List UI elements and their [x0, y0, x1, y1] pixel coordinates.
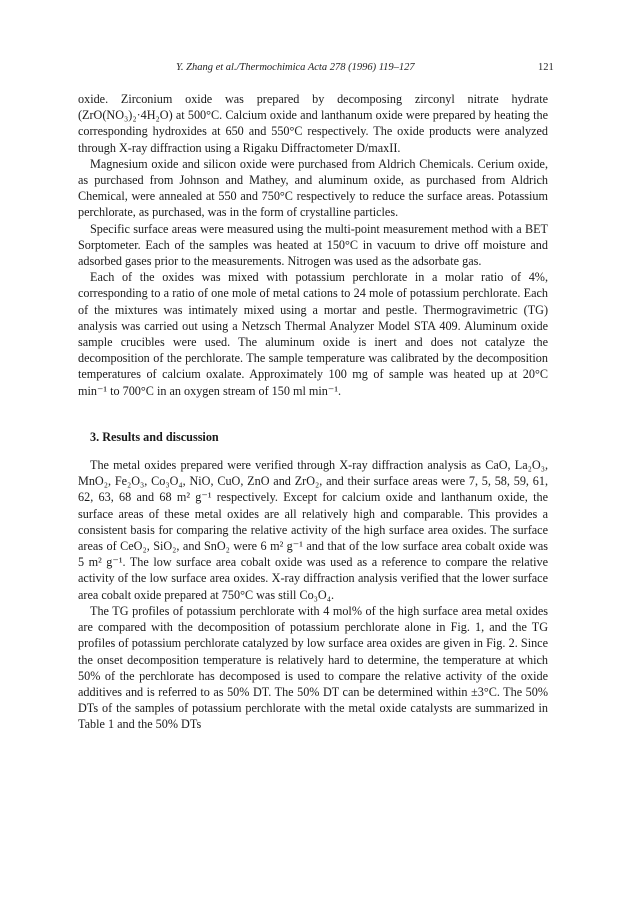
article-body — [78, 91, 548, 733]
paragraph: Each of the oxides was mixed with potassium perchlorate in a molar ratio of 4%, corresponding to a ratio of one mole of metal cations to 24 mole of potassium perchlorate. Each of the mixtures was intimately mixed using a mortar and pestle. Thermogravimetric (TG) analysis was carried out using a Netzsch Thermal Analyzer Model STA 409. Aluminum oxide sample crucibles were used. The aluminum oxide is inert and does not catalyze the decomposition of the perchlorate. The sample temperature was calibrated by the decomposition temperatures of calcium oxalate. Approximately 100 mg of sample was heated up at 20°C min⁻¹ to 700°C in an oxygen stream of 150 ml min⁻¹. — [78, 270, 548, 398]
journal-citation: Y. Zhang et al./Thermochimica Acta 278 (1996) 119–127 — [176, 62, 415, 73]
paragraph: Specific surface areas were measured using the multi-point measurement method with a BET Sorptometer. Each of the samples was heated at 150°C in vacuum to drive off moisture and adsorbed gases prior to the measurements. Nitrogen was used as the adsorbate gas. — [78, 221, 548, 269]
paragraph: The metal oxides prepared were verified through X-ray diffraction analysis as CaO, La₂O₃, MnO₂, Fe₂O₃, Co₃O₄, NiO, CuO, ZnO and ZrO₂, and their surface areas were 7, 5, 58, 59, 61, 62, 63, 68 and 68 m² g⁻¹ respectively. Except for calcium oxide and lanthanum oxide, the surface areas of these metal oxides are all relatively high and comparable. This provides a consistent basis for comparing the relative activity of the high surface area oxides. The surface areas of CeO₂, SiO₂, and SnO₂ were 6 m² g⁻¹ and that of the low surface area cobalt oxide was 5 m² g⁻¹. The low surface area cobalt oxide was used as a reference to compare the relative activity of the low surface area oxides. X-ray diffraction analysis verified that the lower surface area cobalt oxide prepared at 750°C was still Co₃O₄. — [78, 458, 548, 602]
section-heading: 3. Results and discussion — [90, 429, 219, 444]
paragraph: The TG profiles of potassium perchlorate with 4 mol% of the high surface area metal oxides are compared with the decomposition of potassium perchlorate alone in Fig. 1, and the TG profiles of potassium perchlorate catalyzed by low surface area oxides are given in Fig. 2. Since the onset decomposition temperature is relatively hard to determine, the temperature at which 50% of the perchlorate has decomposed is used to compare the relative activity of the oxide additives and is referred to as 50% DT. The 50% DT can be determined within ±3°C. The 50% DTs of the samples of potassium perchlorate with the metal oxide catalysts are summarized in Table 1 and the 50% DTs — [78, 603, 548, 732]
page-number: 121 — [538, 62, 554, 73]
paragraph: Magnesium oxide and silicon oxide were purchased from Aldrich Chemicals. Cerium oxide, as purchased from Johnson and Mathey, and aluminum oxide, as purchased from Aldrich Chemical, were annealed at 550 and 750°C respectively to reduce the surface areas. Potassium perchlorate, as purchased, was in the form of crystalline particles. — [78, 156, 548, 220]
paragraph: oxide. Zirconium oxide was prepared by decomposing zirconyl nitrate hydrate (ZrO(NO₃)₂·4H₂O) at 500°C. Calcium oxide and lanthanum oxide were prepared by heating the corresponding hydroxides at 650 and 550°C respectively. The oxide products were analyzed through X-ray diffraction using a Rigaku Diffractometer D/maxII. — [78, 92, 548, 155]
